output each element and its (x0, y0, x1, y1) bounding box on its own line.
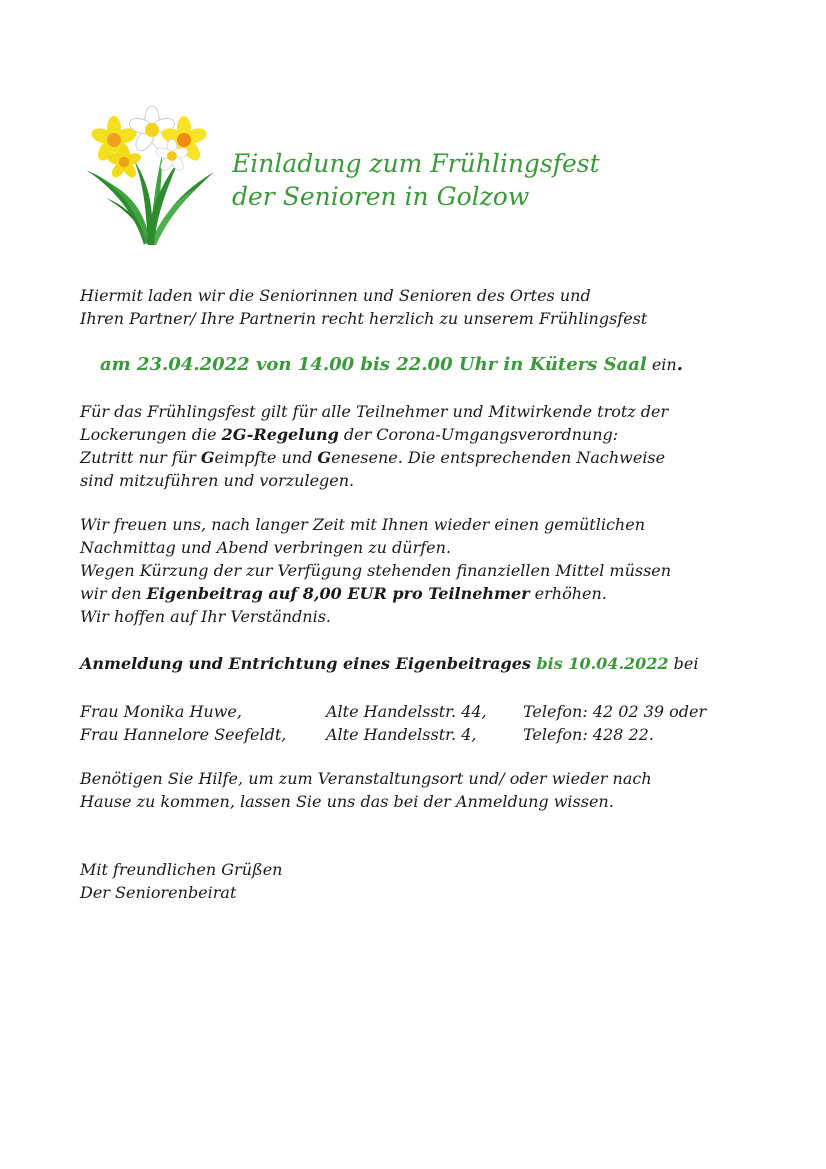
registration-suffix: bei (668, 654, 699, 673)
rules-line-3-d: G (317, 448, 332, 467)
title-line-2: der Senioren in Golzow (232, 182, 530, 211)
daffodil-bouquet-icon (84, 100, 216, 245)
rules-line-3-c: eimpfte und (214, 448, 318, 467)
registration-line (80, 652, 760, 675)
event-highlight: am 23.04.2022 von 14.00 bis 22.00 Uhr in Küters Saal (100, 354, 647, 375)
note-paragraph (80, 513, 760, 628)
contact-row (80, 723, 706, 746)
note-contribution: Eigenbeitrag auf 8,00 EUR pro Teilnehmer (146, 584, 530, 603)
rules-line-3-e: enesene. Die entsprechenden Nachweise (331, 448, 666, 467)
registration-date: bis 10.04.2022 (530, 654, 669, 673)
intro-line-1: Hiermit laden wir die Seniorinnen und Senioren des Ortes und (80, 286, 591, 305)
rules-line-2-post: der Corona-Umgangsverordnung: (338, 425, 619, 444)
contact-row (80, 700, 706, 723)
note-line-1: Wir freuen uns, nach langer Zeit mit Ihnen wieder einen gemütlichen (80, 515, 645, 534)
intro-line-2: Ihren Partner/ Ihre Partnerin recht herzlich zu unserem Frühlingsfest (80, 309, 648, 328)
rules-2g-rule: 2G-Regelung (221, 425, 339, 444)
closing-line-1: Mit freundlichen Grüßen (80, 860, 283, 879)
closing-line-2: Der Seniorenbeirat (80, 883, 237, 902)
closing-signature (80, 858, 760, 904)
rules-line-2-pre: Lockerungen die (80, 425, 222, 444)
intro-paragraph (80, 284, 760, 330)
rules-line-2 (80, 423, 760, 446)
page-title (232, 147, 600, 213)
contact-address: Alte Handelsstr. 4, (326, 725, 477, 744)
registration-bold: Anmeldung und Entrichtung eines Eigenbeitrages (80, 654, 531, 673)
rules-line-1: Für das Frühlingsfest gilt für alle Teilnehmer und Mitwirkende trotz der (80, 402, 669, 421)
note-line-3: Wegen Kürzung der zur Verfügung stehenden finanziellen Mittel müssen (80, 561, 672, 580)
help-paragraph (80, 767, 760, 813)
event-period: . (676, 354, 684, 375)
event-details (100, 352, 683, 378)
note-line-4-pre: wir den (80, 584, 147, 603)
rules-line-4: sind mitzuführen und vorzulegen. (80, 471, 355, 490)
rules-line-3 (80, 446, 760, 469)
event-suffix: ein (646, 355, 677, 374)
contact-name: Frau Monika Huwe, (80, 702, 242, 721)
contact-address: Alte Handelsstr. 44, (326, 702, 487, 721)
rules-line-3-b: G (200, 448, 215, 467)
note-line-5: Wir hoffen auf Ihr Verständnis. (80, 607, 332, 626)
contact-phone: Telefon: 42 02 39 oder (523, 702, 707, 721)
title-line-1: Einladung zum Frühlingsfest (232, 149, 600, 178)
rules-paragraph (80, 400, 760, 492)
contact-name: Frau Hannelore Seefeldt, (80, 725, 287, 744)
registration-text (80, 652, 760, 675)
help-line-1: Benötigen Sie Hilfe, um zum Veranstaltungsort und/ oder wieder nach (80, 769, 652, 788)
note-line-4 (80, 582, 760, 605)
note-line-2: Nachmittag und Abend verbringen zu dürfen. (80, 538, 452, 557)
note-line-4-post: erhöhen. (529, 584, 607, 603)
rules-line-3-a: Zutritt nur für (80, 448, 201, 467)
help-line-2: Hause zu kommen, lassen Sie uns das bei der Anmeldung wissen. (80, 792, 614, 811)
contact-phone: Telefon: 428 22. (523, 725, 654, 744)
contacts-list (80, 700, 706, 746)
